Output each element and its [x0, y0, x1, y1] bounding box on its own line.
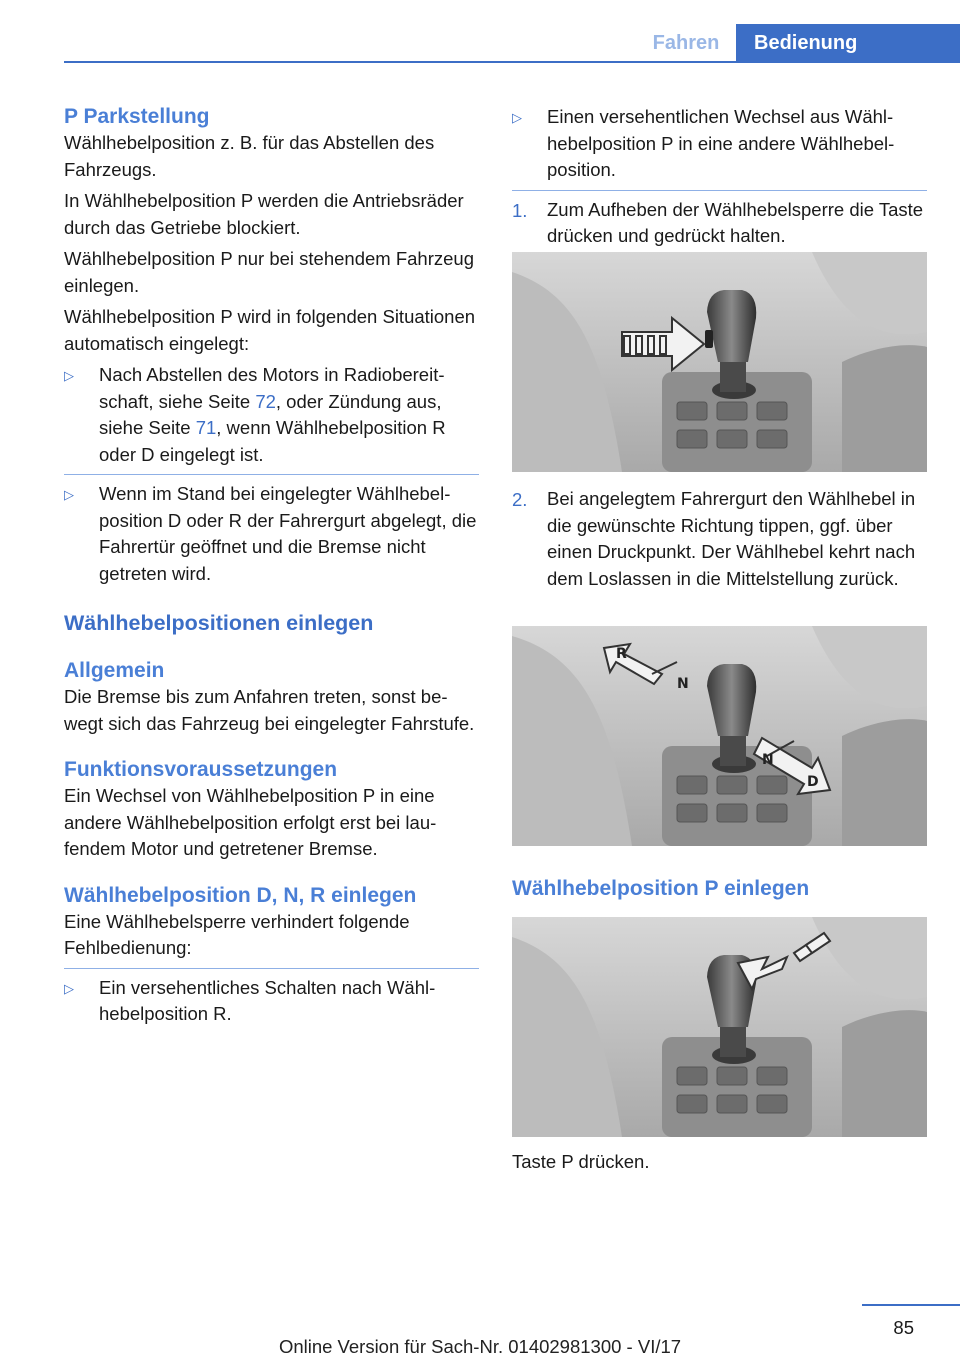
gear-selector-button-illustration — [512, 252, 927, 472]
heading-einlegen: Wählhebelpositionen einlegen — [64, 611, 374, 635]
step-text: Bei angelegtem Fahrergurt den Wählhebel in die gewünschte Richtung tippen, ggf. über einen Druckpunkt. Der Wählhebel kehrt nach dem Loslassen in die Mittelstellung zurück. — [547, 488, 916, 589]
list-item-text: Wenn im Stand bei eingelegter Wählhebelposition D oder R der Fahrergurt abgelegt, die Fahrertür geöffnet und die Bremse nicht getreten wird. — [99, 483, 477, 584]
label-n-bottom: N — [762, 752, 774, 768]
heading-funktion: Funktionsvoraussetzungen — [64, 758, 338, 781]
step-number: 1. — [512, 199, 528, 221]
paragraph: Ein Wechsel von Wählhebelposition P in eine andere Wählhebelposition erfolgt erst bei laufendem Motor und getretener Bremse. — [64, 785, 437, 859]
paragraph: Wählhebelposition P wird in folgenden Situationen automatisch eingelegt: — [64, 306, 476, 354]
triangle-bullet-icon: ▷ — [512, 110, 522, 125]
tab-fahren[interactable]: Fahren — [652, 32, 720, 54]
caption-taste-p: Taste P drücken. — [512, 1151, 650, 1172]
footer-text: Online Version für Sach-Nr. 01402981300 - VI/17 — [278, 1336, 682, 1357]
right-column-step2 — [512, 486, 927, 597]
heading-p-einlegen: Wählhebelposition P einlegen — [512, 877, 810, 900]
tab-bedienung[interactable]: Bedienung — [736, 24, 960, 62]
right-column — [512, 104, 927, 255]
divider — [64, 968, 479, 969]
list-item-text: Ein versehentliches Schalten nach Wählhebelposition R. — [99, 976, 436, 1024]
list-item — [64, 362, 479, 468]
heading-dnr: Wählhebelposition D, N, R einlegen — [64, 883, 417, 907]
step-number: 2. — [512, 489, 528, 510]
gear-selector-tip-illustration — [512, 626, 927, 846]
triangle-bullet-icon: ▷ — [64, 980, 74, 996]
divider — [512, 190, 927, 191]
triangle-bullet-icon: ▷ — [64, 368, 74, 383]
list-item — [64, 481, 479, 587]
paragraph: Eine Wählhebelsperre verhindert folgende Fehlbedienung: — [64, 910, 410, 958]
list-item — [512, 104, 927, 184]
left-column — [64, 104, 479, 1033]
step-2 — [512, 486, 927, 592]
page-link-72[interactable]: 72 — [255, 390, 276, 412]
step-text: Zum Aufheben der Wählhebelsperre die Taste drücken und gedrückt halten. — [547, 198, 924, 246]
step-1 — [512, 197, 927, 250]
list-item-text: Einen versehentlichen Wechsel aus Wählhebelposition P in eine andere Wählhebelposition. — [547, 106, 895, 180]
page-number: 85 — [893, 1317, 914, 1338]
list-item-text: Nach Abstellen des Motors in Radiobereitschaft, siehe Seite 72, oder Zündung aus, siehe Seite 71, wenn Wählhebelposition R oder D eingelegt ist. — [99, 364, 446, 465]
paragraph: Wählhebelposition z. B. für das Abstellen des Fahrzeugs. — [64, 132, 435, 180]
header-rule — [64, 61, 960, 63]
park-button-illustration — [512, 917, 927, 1137]
heading-park: P Parkstellung — [64, 105, 210, 128]
heading-allgemein: Allgemein — [64, 659, 165, 682]
heading-p-block — [512, 876, 927, 902]
list-item — [64, 975, 479, 1028]
page-link-71[interactable]: 71 — [195, 417, 217, 438]
paragraph: Die Bremse bis zum Anfahren treten, sonst bewegt sich das Fahrzeug bei eingelegter Fahrstufe. — [64, 686, 475, 734]
page-number-rule — [862, 1304, 960, 1306]
triangle-bullet-icon: ▷ — [64, 487, 74, 502]
paragraph: Wählhebelposition P nur bei stehendem Fahrzeug einlegen. — [64, 248, 474, 296]
label-n-top: N — [677, 676, 689, 692]
divider — [64, 474, 479, 475]
label-r: R — [616, 646, 627, 662]
paragraph: In Wählhebelposition P werden die Antriebsräder durch das Getriebe blockiert. — [64, 190, 464, 238]
caption-block — [512, 1149, 927, 1181]
label-d: D — [807, 774, 819, 790]
